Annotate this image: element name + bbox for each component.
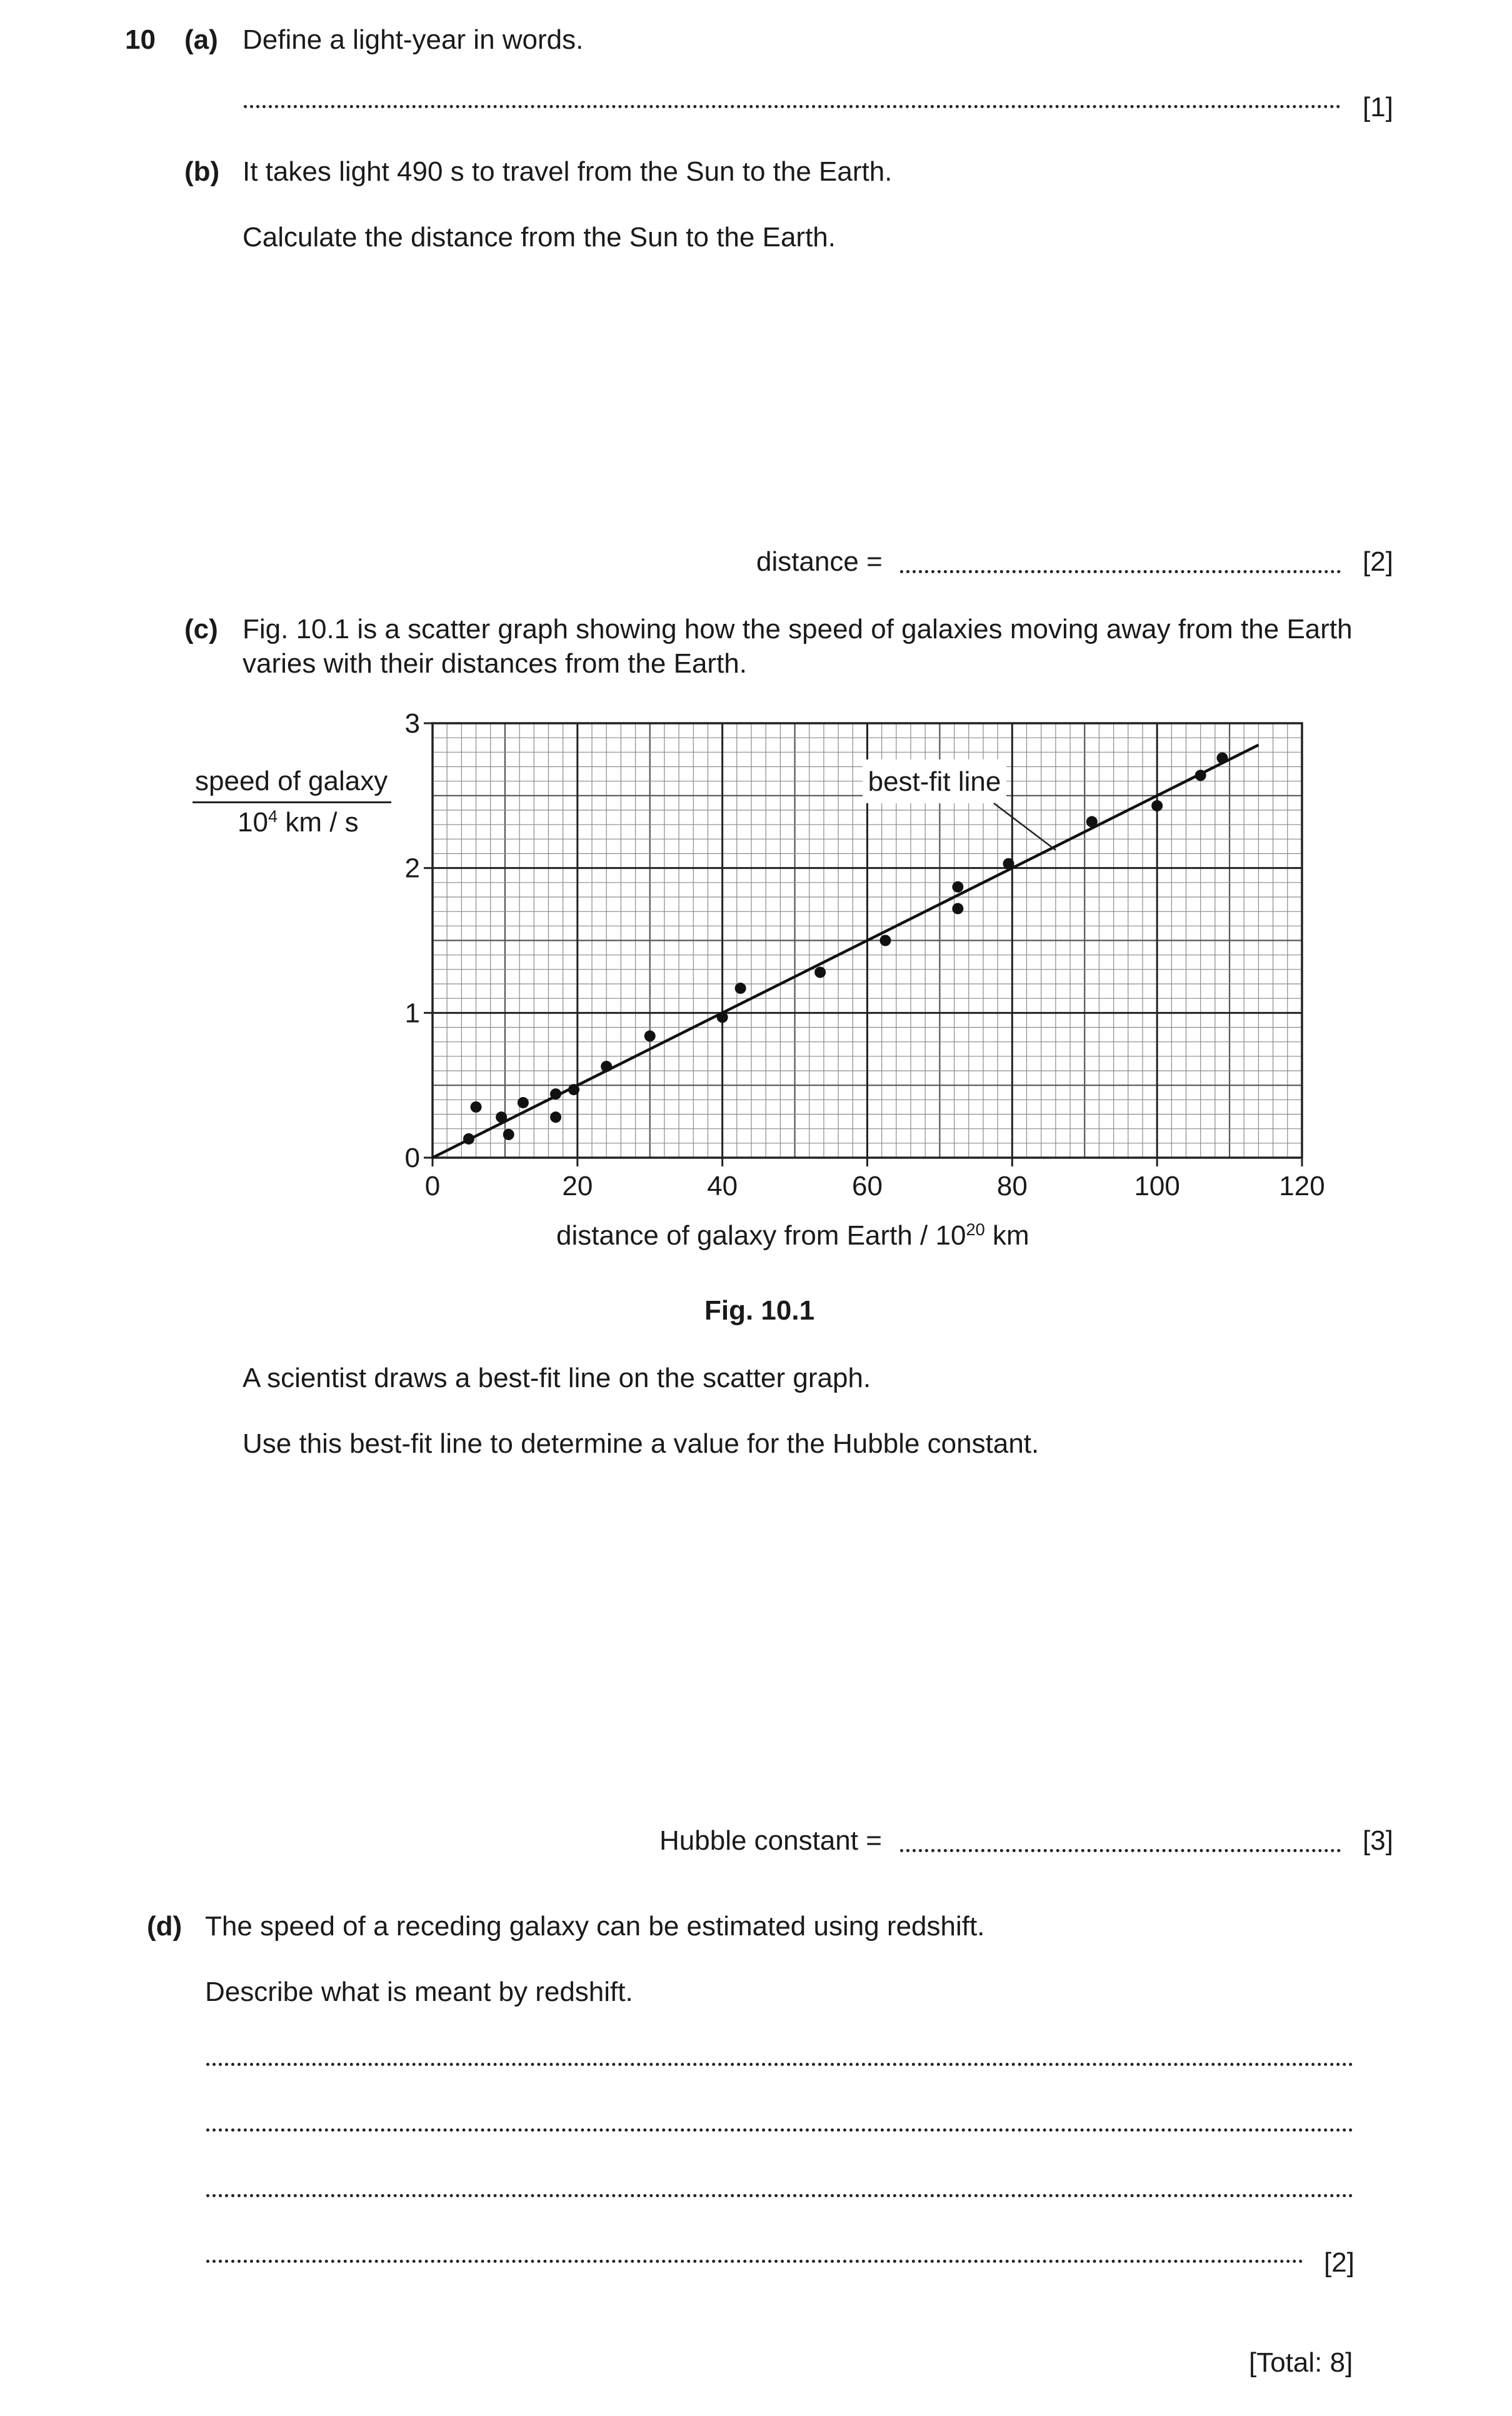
data-point bbox=[952, 881, 963, 893]
data-point bbox=[550, 1088, 561, 1100]
distance-answer-label: distance = bbox=[756, 546, 883, 577]
data-point bbox=[601, 1061, 612, 1072]
part-d-text2: Describe what is meant by redshift. bbox=[205, 1977, 633, 2007]
x-label-exponent: 20 bbox=[966, 1220, 985, 1239]
x-tick-label: 100 bbox=[1134, 1171, 1180, 1201]
answer-line-d-2[interactable] bbox=[206, 2128, 1353, 2132]
data-point bbox=[735, 983, 746, 994]
answer-line-d-1[interactable] bbox=[206, 2063, 1353, 2066]
mark-d: [2] bbox=[1324, 2247, 1354, 2278]
part-a-label: (a) bbox=[184, 24, 218, 55]
x-tick-label: 0 bbox=[424, 1171, 441, 1201]
mark-c: [3] bbox=[1363, 1825, 1393, 1856]
part-a-text: Define a light-year in words. bbox=[243, 24, 584, 55]
question-number: 10 bbox=[125, 24, 156, 55]
part-c-label: (c) bbox=[184, 614, 218, 644]
x-label-unit: km bbox=[984, 1220, 1029, 1251]
data-point bbox=[518, 1097, 529, 1108]
data-point bbox=[550, 1111, 561, 1123]
x-tick-label: 80 bbox=[996, 1171, 1028, 1201]
y-tick-label: 0 bbox=[404, 1143, 420, 1173]
data-point bbox=[717, 1011, 728, 1023]
x-axis-label bbox=[556, 1222, 1029, 1250]
hubble-answer-line[interactable] bbox=[900, 1849, 1341, 1852]
data-point bbox=[1086, 816, 1098, 828]
part-c-text-line1: Fig. 10.1 is a scatter graph showing how the speed of galaxies moving away from the Earth bbox=[243, 614, 1353, 644]
total-marks: [Total: 8] bbox=[1249, 2347, 1353, 2378]
y-axis-label-bottom bbox=[238, 806, 359, 838]
data-point bbox=[1195, 769, 1206, 781]
data-point bbox=[568, 1084, 579, 1095]
part-c-text-line2: varies with their distances from the Earth. bbox=[243, 648, 747, 679]
part-b-text2: Calculate the distance from the Sun to the Earth. bbox=[243, 222, 836, 253]
y-unit-text: km / s bbox=[278, 807, 359, 838]
data-point bbox=[952, 903, 963, 915]
y-tick-label: 1 bbox=[404, 998, 420, 1029]
x-tick-label: 120 bbox=[1279, 1171, 1325, 1201]
hubble-answer-label: Hubble constant = bbox=[659, 1825, 882, 1856]
data-point bbox=[814, 966, 826, 978]
data-point bbox=[496, 1111, 507, 1123]
annotation-label: best-fit line bbox=[868, 766, 1001, 797]
data-point bbox=[463, 1133, 474, 1145]
part-c-text3: A scientist draws a best-fit line on the scatter graph. bbox=[243, 1363, 871, 1393]
figure-caption: Fig. 10.1 bbox=[704, 1295, 815, 1326]
mark-a: [1] bbox=[1363, 92, 1393, 123]
y-tick-label: 3 bbox=[404, 708, 420, 739]
part-d-label: (d) bbox=[147, 1911, 183, 1942]
x-tick-label: 20 bbox=[562, 1171, 593, 1201]
answer-line-d-4[interactable] bbox=[206, 2260, 1303, 2263]
data-point bbox=[644, 1030, 656, 1041]
part-b-label: (b) bbox=[184, 156, 220, 187]
x-tick-label: 60 bbox=[852, 1171, 883, 1201]
data-point bbox=[1003, 858, 1014, 870]
y-axis-fraction-bar bbox=[193, 801, 391, 803]
data-point bbox=[879, 935, 891, 946]
data-point bbox=[503, 1129, 514, 1140]
part-c-text4: Use this best-fit line to determine a value for the Hubble constant. bbox=[243, 1428, 1039, 1459]
data-point bbox=[1216, 753, 1228, 764]
y-axis-label-top: speed of galaxy bbox=[195, 766, 388, 796]
data-point bbox=[471, 1101, 482, 1113]
data-point bbox=[1151, 800, 1163, 811]
answer-line-d-3[interactable] bbox=[206, 2194, 1353, 2197]
part-d-text1: The speed of a receding galaxy can be estimated using redshift. bbox=[205, 1911, 985, 1942]
mark-b: [2] bbox=[1363, 546, 1393, 577]
y-unit-exponent: 4 bbox=[268, 806, 278, 826]
part-b-text1: It takes light 490 s to travel from the Sun to the Earth. bbox=[243, 156, 893, 187]
y-tick-label: 2 bbox=[404, 853, 420, 884]
x-label-main: distance of galaxy from Earth / 10 bbox=[556, 1220, 966, 1251]
y-unit-base: 10 bbox=[238, 807, 268, 838]
x-tick-label: 40 bbox=[707, 1171, 738, 1201]
